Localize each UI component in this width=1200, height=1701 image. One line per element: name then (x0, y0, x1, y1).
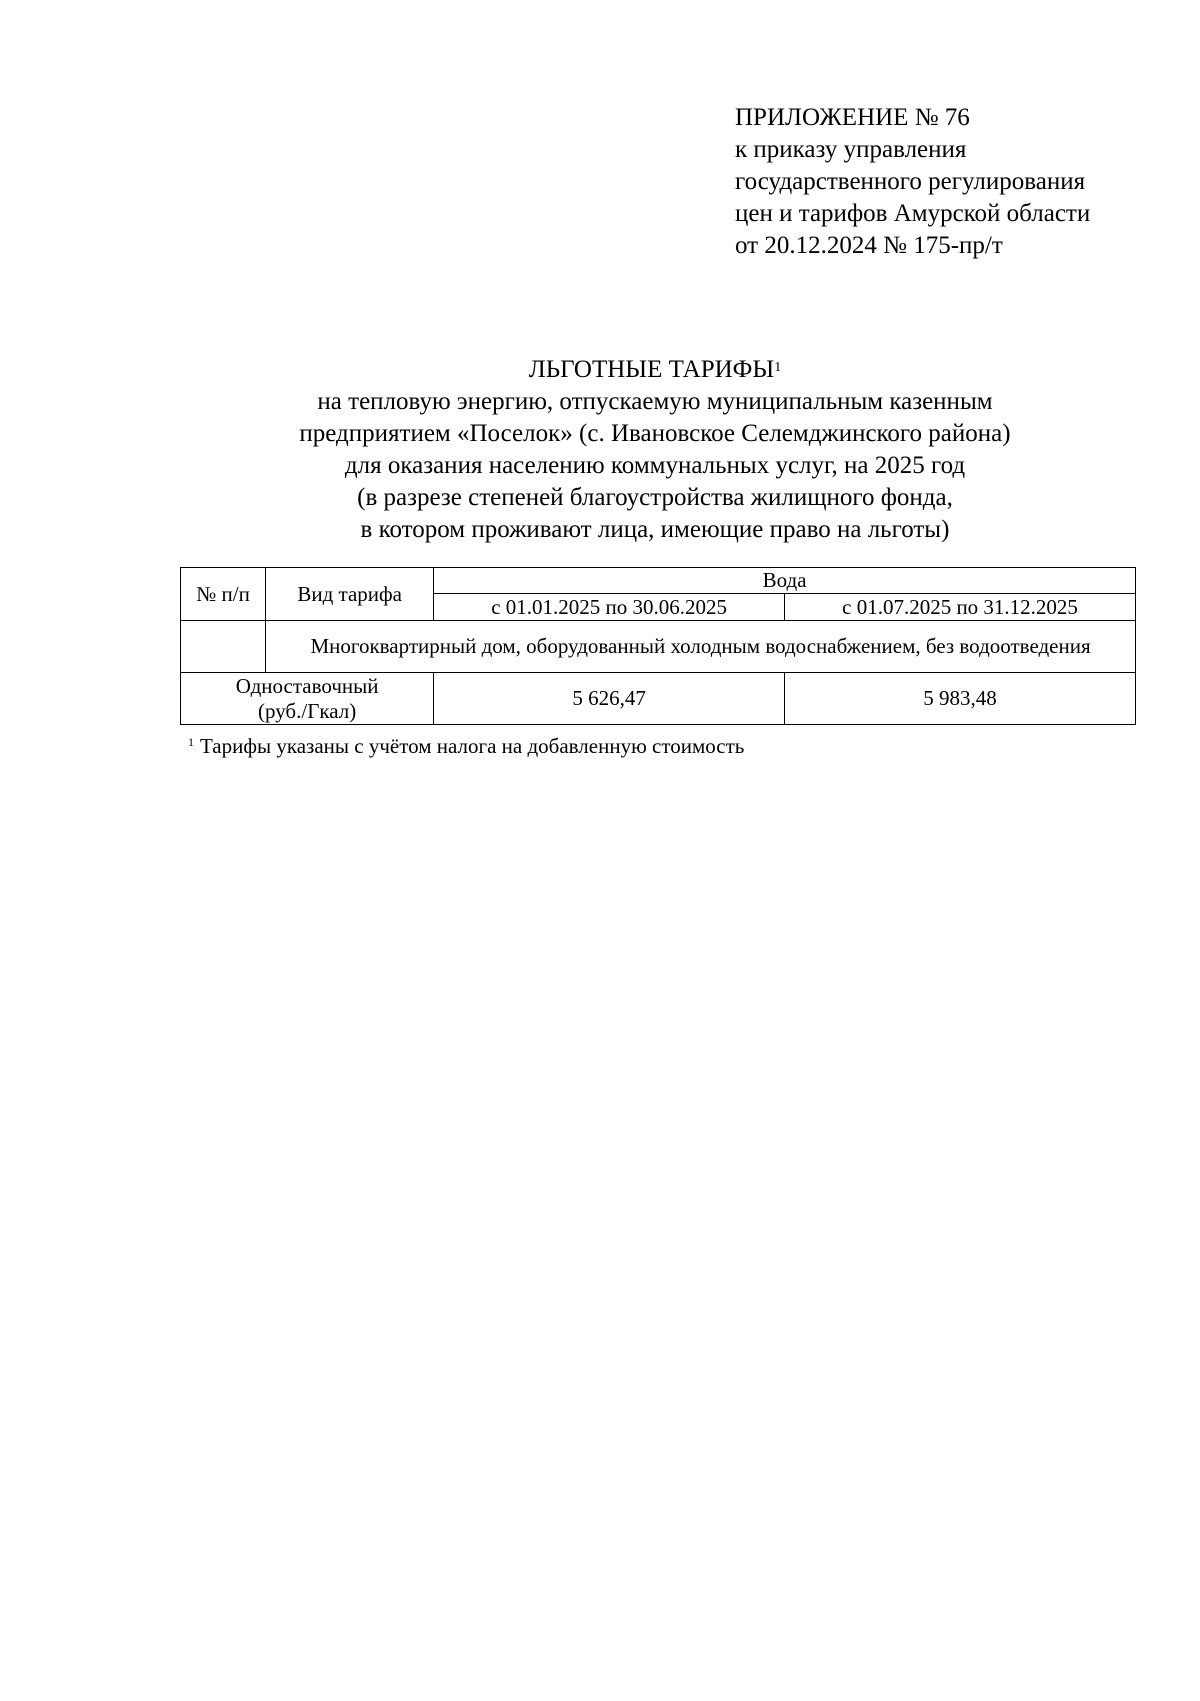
appendix-number: ПРИЛОЖЕНИЕ № 76 (735, 104, 970, 131)
title-line: предприятием «Поселок» (с. Ивановское Селемджинского района) (299, 420, 1011, 447)
header-group: Вода (434, 568, 1136, 594)
tariff-label-cell (181, 673, 434, 725)
appendix-line: к приказу управления (735, 136, 967, 163)
title-line: (в разрезе степеней благоустройства жилищного фонда, (357, 484, 953, 511)
header-period-2: с 01.07.2025 по 31.12.2025 (785, 594, 1136, 621)
tariff-value-period-1: 5 626,47 (434, 673, 785, 725)
header-tariff-type: Вид тарифа (266, 568, 434, 621)
table-row (181, 621, 1136, 673)
main-title (0, 354, 1200, 386)
footnote-text: Тарифы указаны с учётом налога на добавленную стоимость (200, 734, 745, 758)
title-line: на тепловую энергию, отпускаемую муниципальным казенным (317, 388, 993, 415)
header-period-1: с 01.01.2025 по 30.06.2025 (434, 594, 785, 621)
appendix-line: цен и тарифов Амурской области (735, 200, 1091, 227)
footnote (188, 733, 744, 759)
appendix-line: государственного регулирования (735, 168, 1086, 195)
footnote-mark: 1 (188, 735, 194, 749)
table-header-row (181, 568, 1136, 594)
tariff-value-period-2: 5 983,48 (785, 673, 1136, 725)
tariff-unit: (руб./Гкал) (257, 698, 357, 723)
document-title (0, 354, 1200, 546)
appendix-header (735, 102, 1090, 262)
table-row (181, 673, 1136, 725)
header-num: № п/п (181, 568, 266, 621)
tariff-table (180, 567, 1136, 725)
category-cell: Многоквартирный дом, оборудованный холодным водоснабжением, без водоотведения (266, 621, 1136, 673)
title-footnote-mark: 1 (774, 360, 782, 375)
appendix-date: от 20.12.2024 № 175-пр/т (735, 232, 1003, 259)
title-line: в котором проживают лица, имеющие право на льготы) (360, 516, 950, 543)
title-line: для оказания населению коммунальных услуг, на 2025 год (344, 452, 966, 479)
category-num-cell (181, 621, 266, 673)
tariff-label: Одноставочный (235, 673, 379, 698)
main-title-text: ЛЬГОТНЫЕ ТАРИФЫ (528, 356, 775, 383)
